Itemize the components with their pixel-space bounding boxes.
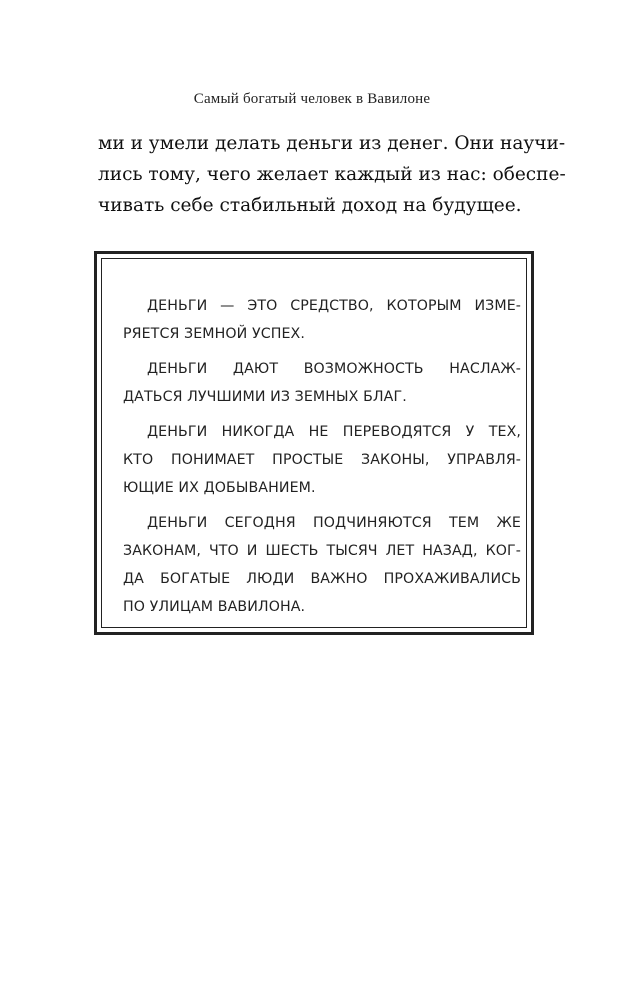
callout-line: РЯЕТСЯ ЗЕМНОЙ УСПЕХ.: [123, 326, 305, 342]
callout-line: ЮЩИЕ ИХ ДОБЫВАНИЕМ.: [123, 480, 316, 496]
callout-line: ДЕНЬГИ ДАЮТ ВОЗМОЖНОСТЬ НАСЛАЖ-: [147, 361, 521, 377]
callout-line: ДАТЬСЯ ЛУЧШИМИ ИЗ ЗЕМНЫХ БЛАГ.: [123, 389, 407, 405]
callout-paragraph: [123, 292, 521, 348]
callout-box-content: [123, 292, 521, 628]
callout-paragraph: [123, 509, 521, 621]
callout-paragraph: [123, 418, 521, 502]
body-line: ми и умели делать деньги из денег. Они научи-: [98, 133, 566, 154]
body-line: лись тому, чего желает каждый из нас: обеспе-: [98, 164, 566, 185]
running-header: Самый богатый человек в Вавилоне: [193, 91, 431, 107]
callout-line: КТО ПОНИМАЕТ ПРОСТЫЕ ЗАКОНЫ, УПРАВЛЯ-: [123, 452, 521, 468]
callout-line: ПО УЛИЦАМ ВАВИЛОНА.: [123, 599, 306, 615]
callout-paragraph: [123, 355, 521, 411]
callout-line: ДЕНЬГИ СЕГОДНЯ ПОДЧИНЯЮТСЯ ТЕМ ЖЕ: [147, 515, 521, 531]
body-text: [98, 128, 566, 221]
callout-line: ДА БОГАТЫЕ ЛЮДИ ВАЖНО ПРОХАЖИВАЛИСЬ: [123, 571, 521, 587]
callout-line: ЗАКОНАМ, ЧТО И ШЕСТЬ ТЫСЯЧ ЛЕТ НАЗАД, КОГ-: [123, 543, 521, 559]
callout-line: ДЕНЬГИ — ЭТО СРЕДСТВО, КОТОРЫМ ИЗМЕ-: [147, 298, 521, 314]
body-line: чивать себе стабильный доход на будущее.: [98, 195, 522, 216]
callout-line: ДЕНЬГИ НИКОГДА НЕ ПЕРЕВОДЯТСЯ У ТЕХ,: [147, 424, 521, 440]
